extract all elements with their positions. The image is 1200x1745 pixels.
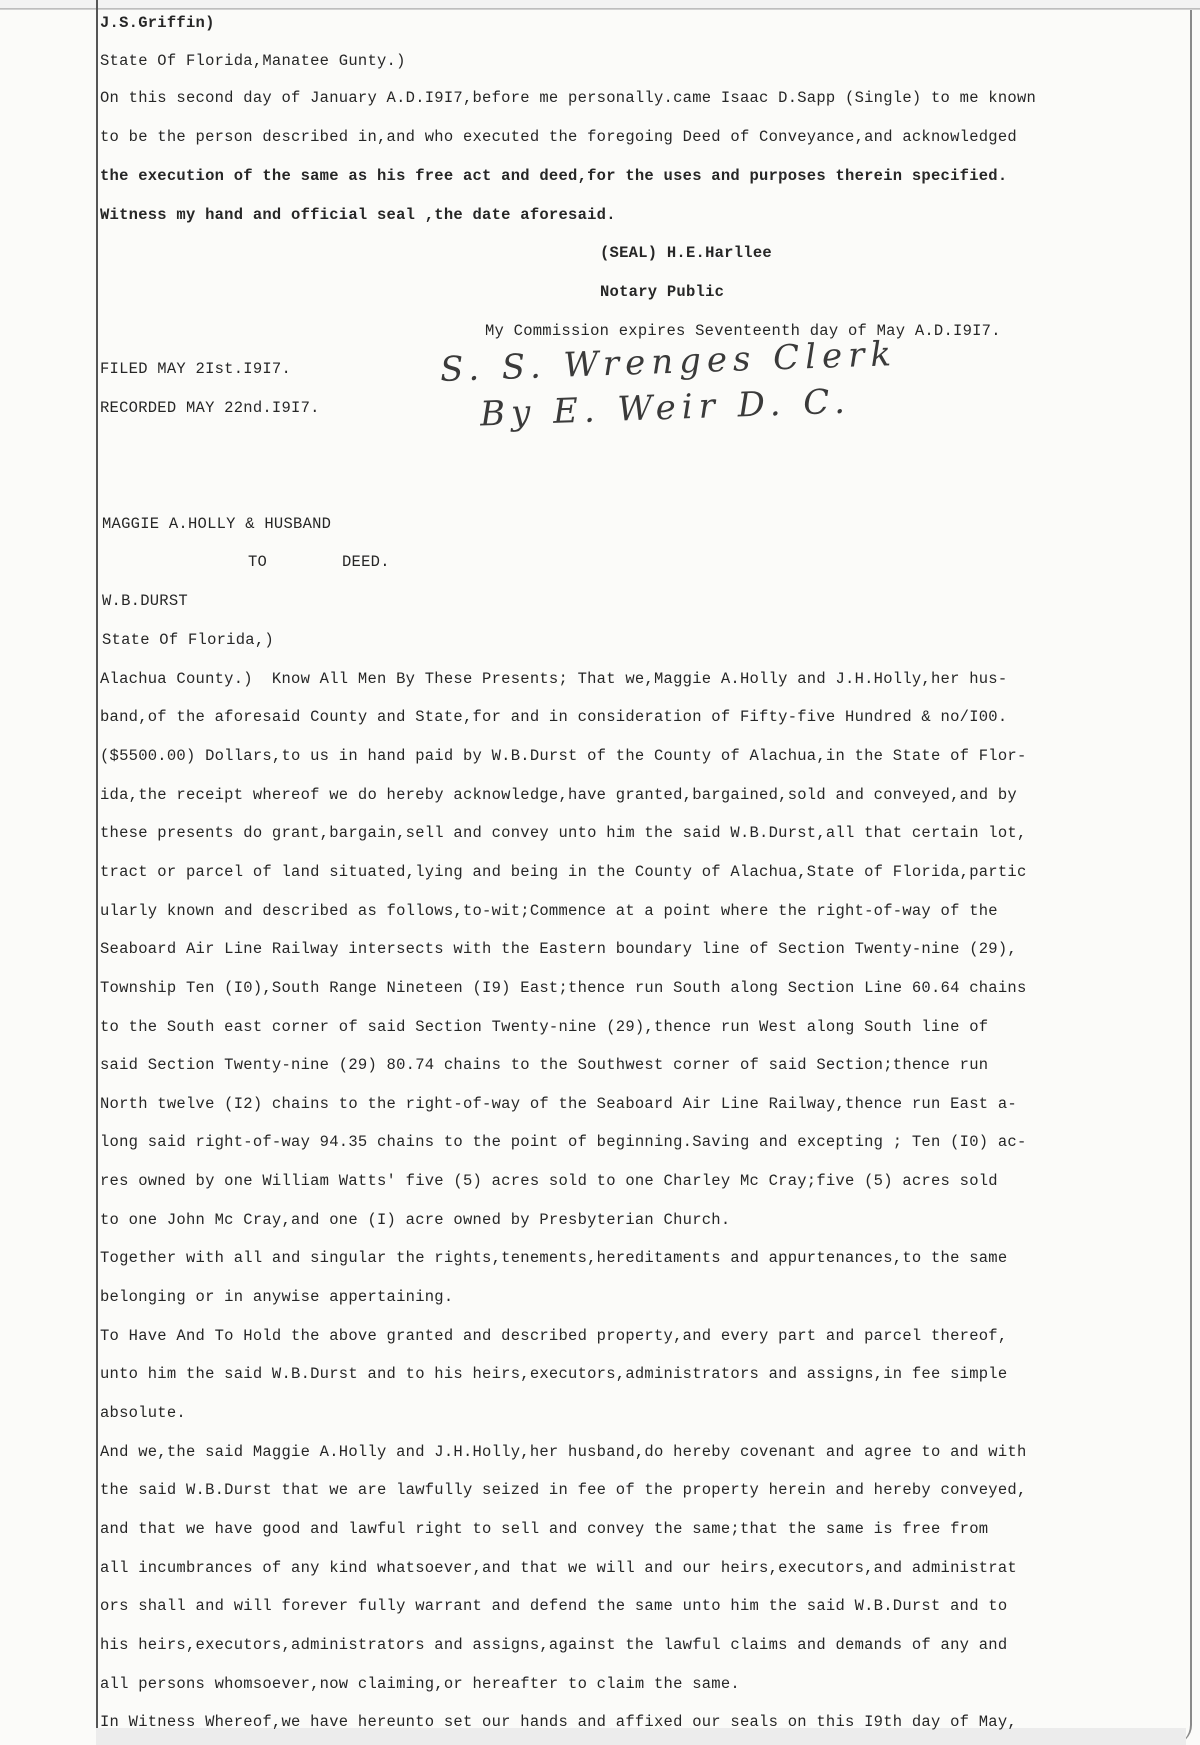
- deed-body-line: ida,the receipt whereof we do hereby acknowledge,have granted,bargained,sold and conveyed,and by: [100, 786, 1017, 804]
- deed-body-line: absolute.: [100, 1404, 186, 1422]
- deed-body-line: long said right-of-way 94.35 chains to the point of beginning.Saving and excepting ; Ten (I0) ac-: [100, 1133, 1027, 1151]
- commission-expiry: My Commission expires Seventeenth day of May A.D.I9I7.: [485, 322, 1001, 340]
- venue-line: State Of Florida,Manatee Gunty.): [100, 52, 406, 70]
- grantor-heading: MAGGIE A.HOLLY & HUSBAND: [102, 515, 332, 533]
- deed-body-line: said Section Twenty-nine (29) 80.74 chains to the Southwest corner of said Section;thence run: [100, 1056, 989, 1074]
- deed-body-line: to one John Mc Cray,and one (I) acre owned by Presbyterian Church.: [100, 1211, 731, 1229]
- deed-body-line: res owned by one William Watts' five (5) acres sold to one Charley Mc Cray;five (5) acres sold: [100, 1172, 998, 1190]
- acknowledgment-line: Witness my hand and official seal ,the date aforesaid.: [100, 206, 616, 224]
- deed-body-line: In Witness Whereof,we have hereunto set our hands and affixed our seals on this I9th day of May,: [100, 1713, 1017, 1731]
- acknowledgment-line: to be the person described in,and who executed the foregoing Deed of Conveyance,and acknowledged: [100, 128, 1017, 146]
- grantee-heading: W.B.DURST: [102, 592, 188, 610]
- filed-date: FILED MAY 2Ist.I9I7.: [100, 360, 292, 378]
- deed-body-line: To Have And To Hold the above granted and described property,and every part and parcel thereof,: [100, 1327, 1008, 1345]
- deed-body-line: band,of the aforesaid County and State,for and in consideration of Fifty-five Hundred & no/I00.: [100, 708, 1008, 726]
- deed-body-line: belonging or in anywise appertaining.: [100, 1288, 454, 1306]
- deed-body-line: the said W.B.Durst that we are lawfully seized in fee of the property herein and hereby conveyed,: [100, 1481, 1027, 1499]
- page-top-rule: [0, 9, 1200, 10]
- deed-body-line: all incumbrances of any kind whatsoever,and that we will and our heirs,executors,and administrat: [100, 1559, 1017, 1577]
- deed-body-line: all persons whomsoever,now claiming,or hereafter to claim the same.: [100, 1675, 740, 1693]
- deed-body-line: his heirs,executors,administrators and assigns,against the lawful claims and demands of any and: [100, 1636, 1008, 1654]
- deed-label: DEED.: [342, 553, 390, 571]
- deed-body-line: ors shall and will forever fully warrant and defend the same unto him the said W.B.Durst and to: [100, 1597, 1008, 1615]
- to-label: TO: [248, 553, 268, 571]
- venue-state: State Of Florida,): [102, 631, 274, 649]
- left-margin-rule: [96, 0, 98, 1745]
- deed-body-line: Seaboard Air Line Railway intersects with the Eastern boundary line of Section Twenty-nine (29),: [100, 940, 1017, 958]
- seal-notary-name: (SEAL) H.E.Harllee: [600, 244, 772, 262]
- clerk-signature: S. S. Wrenges Clerk: [439, 334, 898, 390]
- deed-body-line: and that we have good and lawful right to sell and convey the same;that the same is free from: [100, 1520, 989, 1538]
- deed-body-line: Together with all and singular the rights,tenements,hereditaments and appurtenances,to the same: [100, 1249, 1008, 1267]
- page-top-edge: [0, 0, 1200, 9]
- deed-body-line: tract or parcel of land situated,lying and being in the County of Alachua,State of Florida,partic: [100, 863, 1027, 881]
- deed-body-line: Township Ten (I0),South Range Nineteen (I9) East;thence run South along Section Line 60.64 chains: [100, 979, 1027, 997]
- deed-body-line: ($5500.00) Dollars,to us in hand paid by W.B.Durst of the County of Alachua,in the State of Flor-: [100, 747, 1027, 765]
- deed-body-line: North twelve (I2) chains to the right-of-way of the Seaboard Air Line Railway,thence run East a-: [100, 1095, 1017, 1113]
- recorded-date: RECORDED MAY 22nd.I9I7.: [100, 399, 320, 417]
- deed-body-line: unto him the said W.B.Durst and to his heirs,executors,administrators and assigns,in fee simple: [100, 1365, 1008, 1383]
- deed-body-line: And we,the said Maggie A.Holly and J.H.Holly,her husband,do hereby covenant and agree to and with: [100, 1443, 1027, 1461]
- deed-body-line: Alachua County.) Know All Men By These Presents; That we,Maggie A.Holly and J.H.Holly,her hus-: [100, 670, 1008, 688]
- deed-body-line: these presents do grant,bargain,sell and convey unto him the said W.B.Durst,all that certain lot,: [100, 824, 1027, 842]
- notary-title: Notary Public: [600, 283, 725, 301]
- deed-body-line: to the South east corner of said Section Twenty-nine (29),thence run West along South line of: [100, 1018, 989, 1036]
- acknowledgment-line: On this second day of January A.D.I9I7,before me personally.came Isaac D.Sapp (Single) to me known: [100, 89, 1037, 107]
- deed-body-line: ularly known and described as follows,to-wit;Commence at a point where the right-of-way of the: [100, 902, 998, 920]
- deputy-clerk-signature: By E. Weir D. C.: [479, 381, 852, 435]
- page-right-edge: [1172, 10, 1192, 1745]
- header-party: J.S.Griffin): [100, 14, 215, 32]
- acknowledgment-line: the execution of the same as his free act and deed,for the uses and purposes therein specified.: [100, 167, 1008, 185]
